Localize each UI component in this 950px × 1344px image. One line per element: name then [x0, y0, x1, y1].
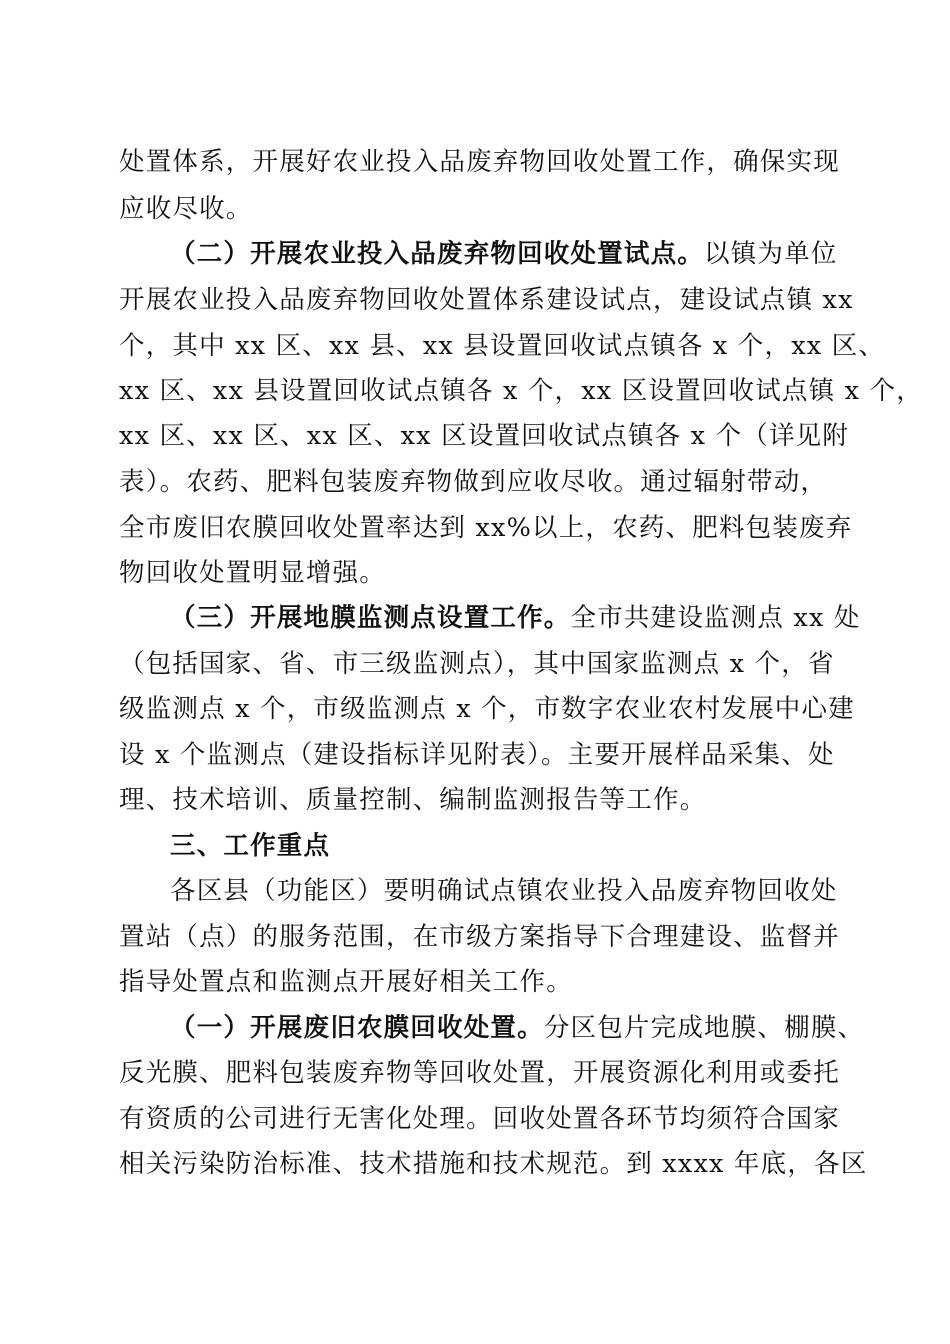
paragraph-line: [170, 1012, 865, 1044]
paragraph-line: （包括国家、省、市三级监测点），其中国家监测点 x 个，省: [119, 649, 835, 679]
paragraph-line: xx 区、xx 区、xx 区、xx 区设置回收试点镇各 x 个（详见附: [119, 421, 850, 451]
paragraph-line: 理、技术培训、质量控制、编制监测报告等工作。: [119, 785, 707, 815]
paragraph-line: 级监测点 x 个，市级监测点 x 个，市数字农业农村发展中心建: [119, 694, 855, 724]
paragraph-line: 全市废旧农膜回收处置率达到 xx%以上，农药、肥料包装废弃: [119, 513, 853, 543]
item-3-heading: （三）开展地膜监测点设置工作。: [170, 603, 571, 633]
paragraph-line: [170, 238, 840, 270]
paragraph-line: 处置体系，开展好农业投入品废弃物回收处置工作，确保实现: [119, 147, 840, 177]
paragraph-line: [170, 602, 861, 634]
section-heading: 三、工作重点: [170, 831, 331, 861]
paragraph-line: 应收尽收。: [119, 194, 253, 224]
paragraph-line: 相关污染防治标准、技术措施和技术规范。到 xxxx 年底，各区: [119, 1149, 868, 1179]
paragraph-line: 反光膜、肥料包装废弃物等回收处置，开展资源化利用或委托: [119, 1058, 840, 1088]
paragraph-line: 指导处置点和监测点开展好相关工作。: [119, 967, 573, 997]
item-2-heading: （二）开展农业投入品废弃物回收处置试点。: [170, 239, 705, 269]
paragraph-line: 各区县（功能区）要明确试点镇农业投入品废弃物回收处: [170, 876, 838, 906]
paragraph-text: 以镇为单位: [704, 239, 838, 269]
paragraph-line: xx 区、xx 县设置回收试点镇各 x 个，xx 区设置回收试点镇 x 个，: [119, 376, 923, 406]
paragraph-line: 置站（点）的服务范围，在市级方案指导下合理建设、监督并: [119, 922, 840, 952]
paragraph-line: 个，其中 xx 区、xx 县、xx 县设置回收试点镇各 x 个，xx 区、: [119, 331, 886, 361]
paragraph-line: 开展农业投入品废弃物回收处置体系建设试点，建设试点镇 xx: [119, 285, 854, 315]
paragraph-line: 表）。农药、肥料包装废弃物做到应收尽收。通过辐射带动，: [119, 467, 828, 497]
paragraph-line: 设 x 个监测点（建设指标详见附表）。主要开展样品采集、处: [119, 740, 835, 770]
item-1-heading: （一）开展废旧农膜回收处置。: [170, 1013, 544, 1043]
paragraph-line: 有资质的公司进行无害化处理。回收处置各环节均须符合国家: [119, 1104, 840, 1134]
paragraph-line: 物回收处置明显增强。: [119, 558, 387, 588]
paragraph-text: 全市共建设监测点 xx 处: [570, 603, 861, 633]
paragraph-text: 分区包片完成地膜、棚膜、: [543, 1013, 865, 1043]
